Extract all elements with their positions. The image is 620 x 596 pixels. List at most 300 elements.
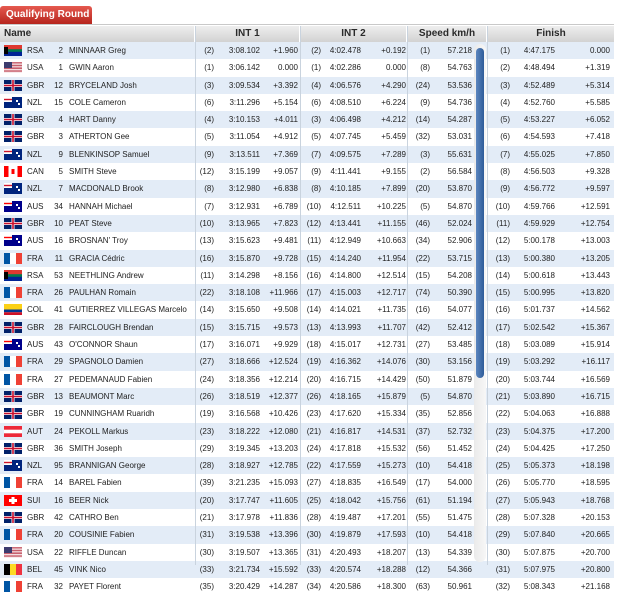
speed-rank: (10) xyxy=(415,461,430,471)
int2-gap: +15.756 xyxy=(376,495,406,505)
bib-number: 16 xyxy=(54,236,63,246)
int2-gap: +18.207 xyxy=(376,547,406,557)
int1-time: 3:13.965 xyxy=(228,218,260,228)
bib-number: 13 xyxy=(54,391,63,401)
finish-time: 5:03.089 xyxy=(523,340,555,350)
speed-value: 50.390 xyxy=(447,288,472,298)
rider-name: BLENKINSOP Samuel xyxy=(69,149,150,159)
int2-rank: (15) xyxy=(306,253,321,263)
int2-gap: +12.514 xyxy=(376,270,406,280)
finish-rank: (19) xyxy=(495,357,510,367)
int2-rank: (24) xyxy=(306,443,321,453)
bib-number: 20 xyxy=(54,530,63,540)
finish-time: 5:08.343 xyxy=(523,582,555,592)
speed-rank: (55) xyxy=(415,513,430,523)
int1-rank: (20) xyxy=(199,495,214,505)
finish-gap: +13.443 xyxy=(580,270,610,280)
int1-gap: +3.392 xyxy=(273,80,298,90)
int2-time: 4:09.575 xyxy=(329,149,361,159)
int1-time: 3:12.980 xyxy=(228,184,260,194)
int1-time: 3:08.102 xyxy=(228,46,260,55)
finish-time: 5:03.744 xyxy=(523,374,555,384)
int2-gap: +17.201 xyxy=(376,513,406,523)
rider-name: BEAUMONT Marc xyxy=(69,391,135,401)
rider-name: BAREL Fabien xyxy=(69,478,122,488)
tab-divider xyxy=(0,24,614,25)
speed-value: 53.715 xyxy=(447,253,472,263)
table-row xyxy=(0,405,614,422)
finish-gap: +6.052 xyxy=(585,115,610,125)
finish-time: 4:59.766 xyxy=(523,201,555,211)
finish-gap: +1.319 xyxy=(585,63,610,73)
finish-rank: (15) xyxy=(495,288,510,298)
int1-gap: +9.508 xyxy=(273,305,298,315)
speed-value: 54.763 xyxy=(447,63,472,73)
finish-rank: (9) xyxy=(500,184,510,194)
rider-name: SMITH Joseph xyxy=(69,443,122,453)
finish-gap: +9.597 xyxy=(585,184,610,194)
finish-time: 4:52.760 xyxy=(523,97,555,107)
bib-number: 26 xyxy=(54,288,63,298)
int2-rank: (25) xyxy=(306,495,321,505)
bib-number: 43 xyxy=(54,340,63,350)
int1-time: 3:14.298 xyxy=(228,270,260,280)
int2-gap: 0.000 xyxy=(385,63,406,73)
finish-time: 5:07.975 xyxy=(523,564,555,574)
speed-value: 50.961 xyxy=(447,582,472,592)
finish-gap: +13.820 xyxy=(580,288,610,298)
finish-time: 4:47.175 xyxy=(523,46,555,55)
finish-gap: +17.200 xyxy=(580,426,610,436)
int2-gap: +4.212 xyxy=(381,115,406,125)
int2-time: 4:08.510 xyxy=(329,97,361,107)
int1-time: 3:13.511 xyxy=(229,149,260,159)
table-row xyxy=(0,526,614,543)
gbr-flag-icon xyxy=(4,391,22,402)
speed-rank: (15) xyxy=(415,270,430,280)
int1-gap: +13.203 xyxy=(268,443,298,453)
finish-time: 5:00.618 xyxy=(523,270,555,280)
finish-time: 5:04.063 xyxy=(523,409,555,419)
finish-time: 4:56.772 xyxy=(523,184,555,194)
table-row xyxy=(0,232,614,249)
fra-flag-icon xyxy=(4,287,22,298)
speed-value: 51.879 xyxy=(447,374,472,384)
nation-code: NZL xyxy=(27,461,43,471)
speed-value: 53.536 xyxy=(447,80,472,90)
int1-gap: +9.481 xyxy=(273,236,298,246)
nation-code: AUS xyxy=(27,340,44,350)
rsa-flag-icon xyxy=(4,45,22,56)
nation-code: FRA xyxy=(27,288,43,298)
int1-time: 3:17.747 xyxy=(228,495,260,505)
bib-number: 19 xyxy=(54,409,63,419)
table-row xyxy=(0,250,614,267)
int2-gap: +6.224 xyxy=(381,97,406,107)
int1-gap: +1.960 xyxy=(273,46,298,55)
bib-number: 27 xyxy=(54,374,63,384)
int2-rank: (14) xyxy=(306,305,321,315)
int1-time: 3:16.071 xyxy=(228,340,260,350)
finish-rank: (13) xyxy=(495,253,510,263)
finish-rank: (12) xyxy=(495,236,510,246)
int2-time: 4:10.185 xyxy=(329,184,361,194)
int1-time: 3:21.734 xyxy=(228,564,260,574)
int1-gap: +8.156 xyxy=(273,270,298,280)
table-row xyxy=(0,440,614,457)
int1-rank: (17) xyxy=(199,340,214,350)
table-row xyxy=(0,215,614,232)
finish-time: 5:03.890 xyxy=(523,391,555,401)
finish-time: 5:00.178 xyxy=(523,236,555,246)
finish-gap: +18.198 xyxy=(580,461,610,471)
finish-time: 5:03.292 xyxy=(523,357,555,367)
rider-name: NEETHLING Andrew xyxy=(69,270,144,280)
finish-gap: +20.665 xyxy=(580,530,610,540)
finish-time: 4:55.025 xyxy=(523,149,555,159)
fra-flag-icon xyxy=(4,374,22,385)
nation-code: CAN xyxy=(27,167,44,177)
int2-time: 4:12.949 xyxy=(329,236,361,246)
bib-number: 32 xyxy=(54,582,63,592)
speed-rank: (16) xyxy=(415,305,430,315)
int1-gap: +9.573 xyxy=(273,322,298,332)
int2-time: 4:14.800 xyxy=(329,270,361,280)
finish-rank: (31) xyxy=(495,564,510,574)
fra-flag-icon xyxy=(4,529,22,540)
finish-rank: (3) xyxy=(500,80,510,90)
finish-rank: (24) xyxy=(495,443,510,453)
table-row xyxy=(0,94,614,111)
speed-rank: (74) xyxy=(415,288,430,298)
int1-time: 3:18.666 xyxy=(228,357,260,367)
int2-time: 4:15.003 xyxy=(329,288,361,298)
finish-rank: (11) xyxy=(496,218,510,228)
speed-value: 53.485 xyxy=(447,340,472,350)
table-row xyxy=(0,457,614,474)
int1-rank: (33) xyxy=(199,564,214,574)
nation-code: GBR xyxy=(27,115,45,125)
speed-rank: (35) xyxy=(415,409,430,419)
int2-rank: (19) xyxy=(306,357,321,367)
table-row xyxy=(0,319,614,336)
int1-gap: +5.154 xyxy=(273,97,298,107)
int1-rank: (26) xyxy=(199,391,214,401)
finish-gap: +5.314 xyxy=(585,80,610,90)
nation-code: GBR xyxy=(27,322,45,332)
nzl-flag-icon xyxy=(4,183,22,194)
speed-value: 55.631 xyxy=(447,149,472,159)
int1-rank: (12) xyxy=(199,167,214,177)
table-row xyxy=(0,492,614,509)
rider-name: GWIN Aaron xyxy=(69,63,114,73)
finish-gap: +20.153 xyxy=(580,513,610,523)
speed-value: 56.584 xyxy=(447,167,472,177)
gbr-flag-icon xyxy=(4,408,22,419)
bib-number: 12 xyxy=(54,80,63,90)
bib-number: 2 xyxy=(58,46,63,55)
bib-number: 5 xyxy=(58,167,63,177)
header-speed: Speed km/h xyxy=(408,26,486,42)
int1-gap: +12.524 xyxy=(268,357,298,367)
finish-time: 5:01.737 xyxy=(523,305,555,315)
finish-time: 5:07.840 xyxy=(523,530,555,540)
int2-rank: (13) xyxy=(306,322,321,332)
nation-code: AUS xyxy=(27,201,44,211)
nation-code: NZL xyxy=(27,149,43,159)
finish-rank: (25) xyxy=(495,461,510,471)
rider-name: PEKOLL Markus xyxy=(69,426,129,436)
int1-gap: +7.823 xyxy=(273,218,298,228)
bib-number: 24 xyxy=(54,426,63,436)
int2-rank: (23) xyxy=(306,409,321,419)
int1-rank: (27) xyxy=(199,357,214,367)
int1-time: 3:09.534 xyxy=(228,80,260,90)
int2-rank: (28) xyxy=(306,513,321,523)
int2-time: 4:14.240 xyxy=(329,253,361,263)
rider-name: HANNAH Michael xyxy=(69,201,133,211)
int2-time: 4:16.715 xyxy=(329,374,361,384)
int1-rank: (8) xyxy=(204,184,214,194)
scrollbar-thumb[interactable] xyxy=(476,48,484,378)
int2-time: 4:20.586 xyxy=(329,582,361,592)
bib-number: 4 xyxy=(58,115,63,125)
finish-rank: (23) xyxy=(495,426,510,436)
finish-rank: (29) xyxy=(495,530,510,540)
finish-rank: (27) xyxy=(495,495,510,505)
int1-time: 3:16.568 xyxy=(228,409,260,419)
nation-code: USA xyxy=(27,63,44,73)
int1-gap: +15.592 xyxy=(268,564,298,574)
table-row xyxy=(0,284,614,301)
bib-number: 14 xyxy=(54,478,63,488)
nation-code: AUT xyxy=(27,426,43,436)
bib-number: 11 xyxy=(54,253,63,263)
rider-name: HART Danny xyxy=(69,115,116,125)
gbr-flag-icon xyxy=(4,322,22,333)
finish-time: 5:05.373 xyxy=(523,461,555,471)
finish-time: 4:48.494 xyxy=(523,63,555,73)
speed-value: 53.156 xyxy=(447,357,472,367)
bib-number: 3 xyxy=(58,132,63,142)
finish-gap: +7.850 xyxy=(585,149,610,159)
finish-gap: +18.595 xyxy=(580,478,610,488)
int1-gap: +9.728 xyxy=(273,253,298,263)
finish-time: 5:00.995 xyxy=(523,288,555,298)
int1-time: 3:19.507 xyxy=(228,547,260,557)
column-divider xyxy=(195,26,196,565)
int1-rank: (13) xyxy=(199,236,214,246)
aus-flag-icon xyxy=(4,339,22,350)
int1-time: 3:18.356 xyxy=(228,374,260,384)
gbr-flag-icon xyxy=(4,114,22,125)
int2-gap: +14.429 xyxy=(376,374,406,384)
speed-value: 52.412 xyxy=(447,322,472,332)
speed-rank: (10) xyxy=(415,530,430,540)
finish-rank: (30) xyxy=(495,547,510,557)
int1-time: 3:11.054 xyxy=(229,132,260,142)
finish-time: 5:04.425 xyxy=(523,443,555,453)
int2-time: 4:16.362 xyxy=(329,357,361,367)
int2-gap: +14.531 xyxy=(376,426,406,436)
int1-rank: (23) xyxy=(199,426,214,436)
int1-rank: (28) xyxy=(199,461,214,471)
bib-number: 22 xyxy=(54,547,63,557)
usa-flag-icon xyxy=(4,62,22,73)
nation-code: GBR xyxy=(27,443,45,453)
column-divider xyxy=(300,26,301,565)
int2-time: 4:20.574 xyxy=(329,564,361,574)
finish-rank: (17) xyxy=(495,322,510,332)
header-int2: INT 2 xyxy=(301,26,406,42)
nation-code: FRA xyxy=(27,530,43,540)
table-row xyxy=(0,180,614,197)
header-finish: Finish xyxy=(488,26,614,42)
int1-gap: +11.966 xyxy=(269,288,298,298)
int2-rank: (1) xyxy=(311,63,321,73)
int2-gap: +18.300 xyxy=(376,582,406,592)
int2-gap: +11.954 xyxy=(377,253,406,263)
int2-gap: +9.155 xyxy=(381,167,406,177)
int1-rank: (11) xyxy=(200,270,214,280)
finish-rank: (22) xyxy=(495,409,510,419)
int2-time: 4:17.559 xyxy=(329,461,361,471)
int2-rank: (11) xyxy=(307,236,321,246)
finish-gap: +18.768 xyxy=(580,495,610,505)
speed-rank: (32) xyxy=(415,132,430,142)
table-row xyxy=(0,561,614,578)
int1-gap: +12.080 xyxy=(268,426,298,436)
finish-rank: (18) xyxy=(495,340,510,350)
int1-time: 3:20.429 xyxy=(228,582,260,592)
table-row xyxy=(0,267,614,284)
int1-gap: +7.369 xyxy=(273,149,298,159)
int2-gap: +15.532 xyxy=(376,443,406,453)
finish-gap: +17.250 xyxy=(580,443,610,453)
rider-name: COUSINIE Fabien xyxy=(69,530,135,540)
nation-code: GBR xyxy=(27,218,45,228)
bib-number: 29 xyxy=(54,357,63,367)
speed-value: 54.870 xyxy=(447,391,472,401)
bib-number: 42 xyxy=(54,513,63,523)
int2-rank: (6) xyxy=(311,97,321,107)
int1-rank: (30) xyxy=(199,547,214,557)
rider-name: CATHRO Ben xyxy=(69,513,119,523)
int1-time: 3:11.296 xyxy=(229,97,260,107)
aut-flag-icon xyxy=(4,426,22,437)
rider-name: PEAT Steve xyxy=(69,218,112,228)
rider-name: O'CONNOR Shaun xyxy=(69,340,138,350)
fra-flag-icon xyxy=(4,477,22,488)
nation-code: NZL xyxy=(27,184,43,194)
gbr-flag-icon xyxy=(4,80,22,91)
speed-value: 53.870 xyxy=(447,184,472,194)
int2-time: 4:19.487 xyxy=(329,513,361,523)
int1-time: 3:15.199 xyxy=(228,167,260,177)
int2-time: 4:16.817 xyxy=(329,426,361,436)
nation-code: GBR xyxy=(27,409,45,419)
finish-rank: (4) xyxy=(500,97,510,107)
int1-rank: (31) xyxy=(199,530,214,540)
gbr-flag-icon xyxy=(4,131,22,142)
table-row xyxy=(0,59,614,76)
int2-rank: (33) xyxy=(306,564,321,574)
int1-gap: +6.838 xyxy=(273,184,298,194)
int1-time: 3:17.978 xyxy=(228,513,260,523)
finish-gap: +7.418 xyxy=(585,132,610,142)
int1-time: 3:15.623 xyxy=(228,236,260,246)
speed-rank: (2) xyxy=(420,167,430,177)
finish-gap: 0.000 xyxy=(589,46,610,55)
int2-gap: +0.192 xyxy=(381,46,406,55)
int1-time: 3:19.538 xyxy=(228,530,260,540)
finish-gap: +20.800 xyxy=(580,564,610,574)
int1-time: 3:18.927 xyxy=(228,461,260,471)
int1-time: 3:18.519 xyxy=(228,391,260,401)
speed-value: 52.024 xyxy=(447,218,472,228)
rider-name: BRANNIGAN George xyxy=(69,461,146,471)
rider-name: SMITH Steve xyxy=(69,167,117,177)
int1-time: 3:18.222 xyxy=(228,426,260,436)
int2-gap: +15.273 xyxy=(376,461,406,471)
int2-time: 4:18.165 xyxy=(329,391,361,401)
gbr-flag-icon xyxy=(4,218,22,229)
finish-gap: +14.562 xyxy=(580,305,610,315)
int1-rank: (14) xyxy=(199,305,214,315)
nation-code: GBR xyxy=(27,391,45,401)
finish-rank: (1) xyxy=(500,46,510,55)
int2-rank: (10) xyxy=(306,201,321,211)
finish-rank: (14) xyxy=(495,270,510,280)
int2-gap: +12.731 xyxy=(376,340,406,350)
bib-number: 28 xyxy=(54,322,63,332)
nzl-flag-icon xyxy=(4,97,22,108)
speed-rank: (42) xyxy=(415,322,430,332)
finish-gap: +13.205 xyxy=(580,253,610,263)
finish-gap: +16.569 xyxy=(580,374,610,384)
finish-gap: +15.367 xyxy=(580,322,610,332)
speed-rank: (14) xyxy=(415,115,430,125)
tab-qualifying-round[interactable]: Qualifying Round xyxy=(0,6,92,24)
speed-value: 52.856 xyxy=(447,409,472,419)
speed-value: 54.339 xyxy=(447,547,472,557)
int2-gap: +7.899 xyxy=(381,184,406,194)
int2-time: 4:02.286 xyxy=(329,63,361,73)
int1-rank: (2) xyxy=(204,46,214,55)
int2-rank: (9) xyxy=(311,167,321,177)
speed-rank: (46) xyxy=(415,218,430,228)
int2-gap: +10.225 xyxy=(376,201,406,211)
int2-rank: (16) xyxy=(306,270,321,280)
int2-time: 4:13.441 xyxy=(329,218,361,228)
int1-gap: +4.011 xyxy=(273,115,298,125)
speed-rank: (24) xyxy=(415,80,430,90)
finish-time: 4:53.227 xyxy=(523,115,555,125)
int1-rank: (35) xyxy=(199,582,214,592)
finish-time: 4:59.929 xyxy=(523,218,555,228)
finish-rank: (21) xyxy=(495,391,510,401)
finish-time: 5:02.542 xyxy=(523,322,555,332)
finish-rank: (6) xyxy=(500,132,510,142)
rider-name: CUNNINGHAM Ruaridh xyxy=(69,409,155,419)
int2-time: 4:18.042 xyxy=(329,495,361,505)
int1-rank: (10) xyxy=(199,218,214,228)
int1-time: 3:10.153 xyxy=(228,115,260,125)
speed-value: 54.077 xyxy=(447,305,472,315)
finish-rank: (8) xyxy=(500,167,510,177)
speed-rank: (56) xyxy=(415,443,430,453)
column-divider xyxy=(487,26,488,565)
